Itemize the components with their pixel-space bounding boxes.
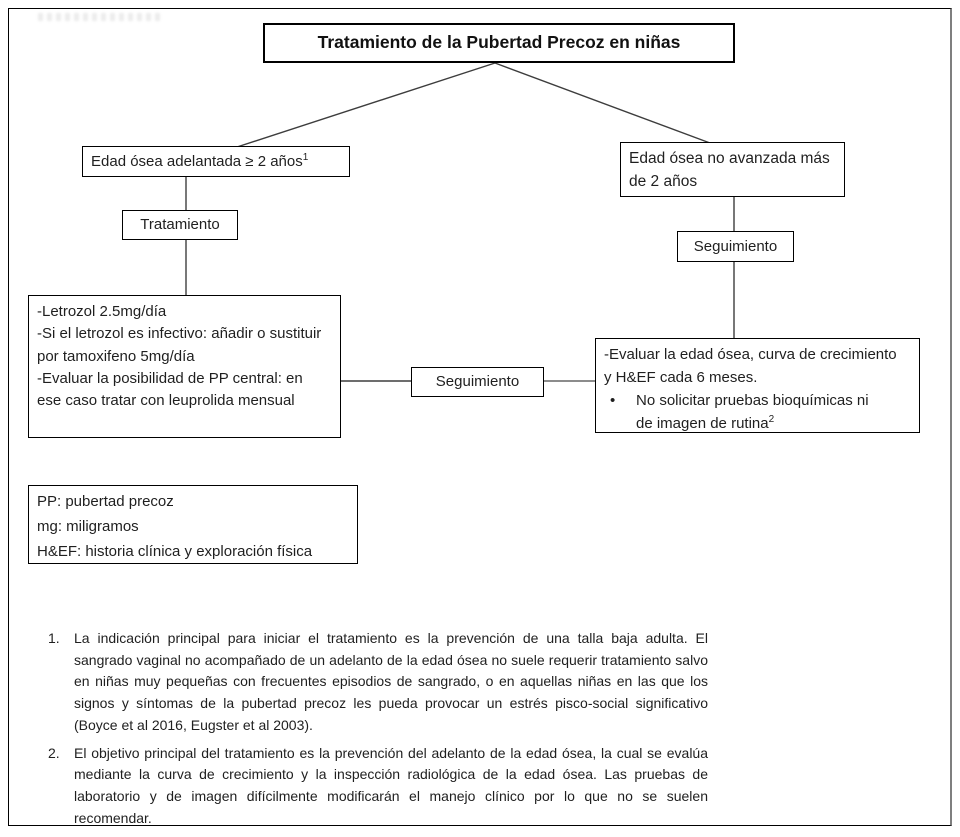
legend-box: [28, 485, 358, 564]
left-condition-box: [82, 146, 350, 177]
footnote-text: El objetivo principal del tratamiento es la prevención del adelanto de la edad ósea, la cual se evalúa mediante la curva de crecimiento y la inspección radiológica de la edad ósea. Las pruebas de laboratorio y de imagen difícilmente modificarán el manejo clínico por lo que no se suelen recomendar.: [74, 744, 708, 826]
evaluation-intro: -Evaluar la edad ósea, curva de crecimiento y H&EF cada 6 meses.: [604, 346, 897, 386]
title-box: [263, 23, 735, 63]
treatment-line: -Letrozol 2.5mg/día: [37, 303, 167, 320]
mid-seguimiento-label: Seguimiento: [435, 373, 520, 391]
evaluation-bullet-text: No solicitar pruebas bioquímicas ni de imagen de rutina$^2$: [636, 392, 869, 432]
legend-line: H&EF: historia clínica y exploración física: [37, 543, 313, 560]
footnote-text: La indicación principal para iniciar el tratamiento es la prevención de una talla baja adulta. El sangrado vaginal no acompañado de un adelanto de la edad ósea no suele requerir tratamiento salvo en niñas muy pequeñas con frecuentes episodios de sangrado, o en aquellas niñas en las que los signos y síntomas de la pubertad precoz les pueda provocar un estrés pisco-social significativo (Boyce et al 2016, Eugster et al 2003).: [74, 630, 708, 733]
edge-title-to-right-condition: [495, 63, 710, 143]
footnote-item-2: [48, 743, 708, 830]
footnote-number: 1.: [48, 630, 60, 646]
evaluation-bullet: [604, 389, 897, 435]
treatment-detail-box: [28, 295, 341, 438]
right-seguimiento-label: Seguimiento: [693, 237, 778, 255]
legend-line: PP: pubertad precoz: [37, 493, 174, 510]
footnotes-section: [48, 628, 708, 829]
right-condition-box: [620, 142, 845, 197]
faint-smudge: [38, 13, 163, 21]
evaluation-box: [595, 338, 920, 433]
treatment-line: -Evaluar la posibilidad de PP central: en ese caso tratar con leuprolida mensual: [37, 369, 303, 410]
mid-seguimiento-box: [411, 367, 544, 397]
footnote-item-1: [48, 628, 708, 737]
treatment-line: -Si el letrozol es infectivo: añadir o sustituir por tamoxifeno 5mg/día: [37, 325, 322, 365]
footnote-number: 2.: [48, 744, 60, 761]
footnote-ref-2: 2: [768, 414, 775, 425]
tratamiento-label: Tratamiento: [140, 216, 220, 234]
diagram-title: Tratamiento de la Pubertad Precoz en niñas: [317, 32, 681, 53]
right-seguimiento-box: [677, 231, 794, 262]
left-condition-text: Edad ósea adelantada ≥ 2 años$^1$: [91, 151, 309, 170]
edge-title-to-left-condition: [237, 63, 495, 147]
footnote-ref-1: 1: [302, 151, 309, 163]
legend-line: mg: miligramos: [37, 518, 139, 535]
right-condition-text: Edad ósea no avanzada más de 2 años: [629, 150, 830, 190]
tratamiento-box: [122, 210, 238, 240]
bullet-icon: •: [610, 392, 616, 409]
